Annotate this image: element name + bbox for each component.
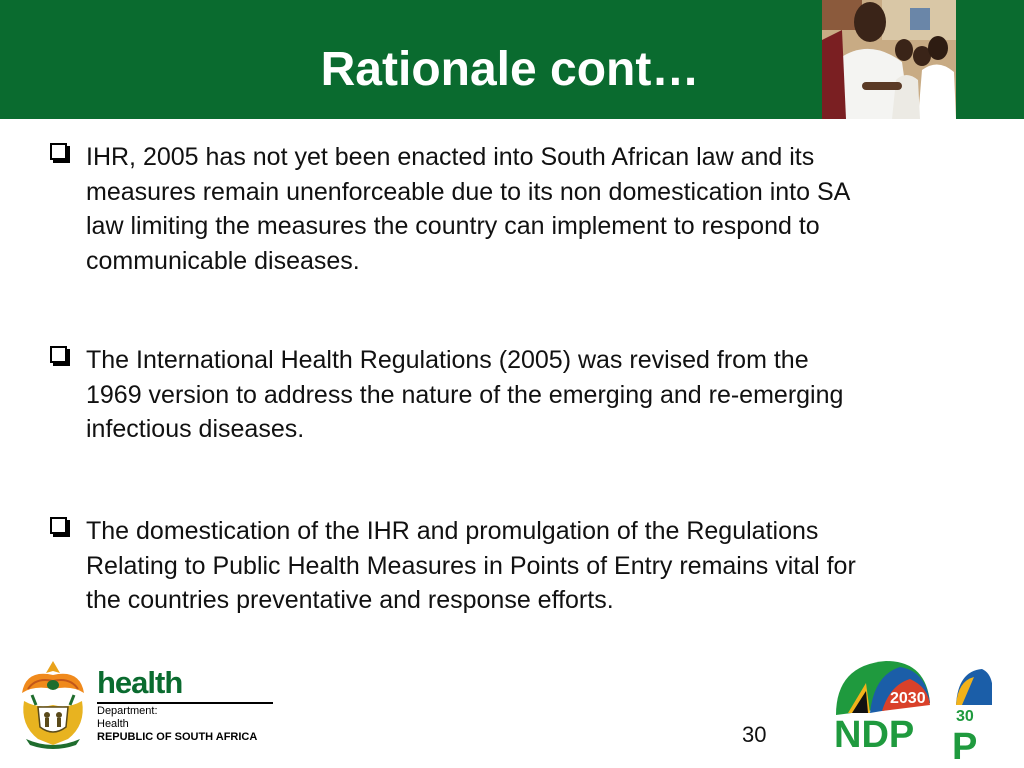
dept-line: REPUBLIC OF SOUTH AFRICA (97, 731, 258, 743)
hollow-square-bullet-icon (50, 143, 67, 160)
ndp-partial-year: 30 (956, 708, 974, 725)
dept-line: Department: (97, 705, 158, 717)
header-photo (822, 0, 956, 119)
health-wordmark: health (97, 665, 183, 700)
bullet-line: law limiting the measures the country can implement to respond to (86, 212, 820, 240)
ndp-2030-logo-icon (830, 655, 934, 755)
bullet-line: Relating to Public Health Measures in Points of Entry remains vital for (86, 551, 856, 580)
dept-divider (97, 702, 273, 704)
page-number: 30 (742, 722, 767, 747)
svg-text:P: P (952, 726, 978, 760)
ndp-2030-logo-partial-icon (952, 665, 992, 760)
coat-of-arms-icon (16, 655, 90, 751)
bullet-line: measures remain unenforceable due to its non domestication into SA (86, 177, 851, 206)
bullet-item (86, 140, 976, 278)
bullet-line: The domestication of the IHR and promulgation of the Regulations (86, 517, 819, 545)
bullet-item (86, 343, 976, 447)
bullet-line: IHR, 2005 has not yet been enacted into South African law and its (86, 143, 815, 171)
bullet-line: infectious diseases. (86, 415, 305, 443)
bullet-line: the countries preventative and response efforts. (86, 586, 614, 614)
department-label (97, 705, 257, 744)
bullet-item (86, 514, 976, 618)
nurse-children-photo-icon (822, 0, 956, 119)
hollow-square-bullet-icon (50, 517, 67, 534)
dept-line: Health (97, 718, 129, 730)
bullet-line: The International Health Regulations (2005) was revised from the (86, 346, 809, 374)
slide-header (0, 0, 1024, 119)
bullet-line: 1969 version to address the nature of the emerging and re-emerging (86, 380, 844, 409)
hollow-square-bullet-icon (50, 346, 67, 363)
ndp-year: 2030 (890, 690, 926, 707)
bullet-line: communicable diseases. (86, 246, 360, 275)
slide-title: Rationale cont… (320, 43, 700, 96)
ndp-text: NDP (834, 714, 915, 755)
